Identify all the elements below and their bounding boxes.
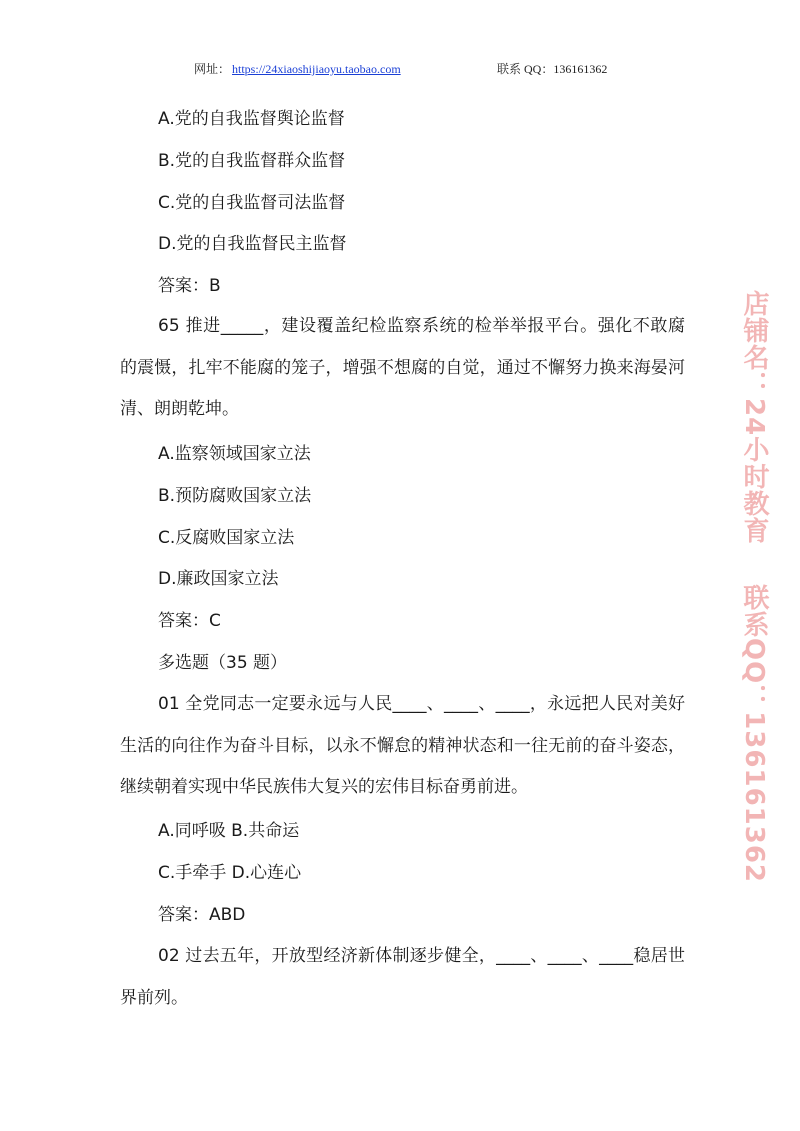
q65-option-c: C.反腐败国家立法 — [158, 528, 295, 548]
shop-url-link[interactable]: https://24xiaoshijiaoyu.taobao.com — [232, 62, 401, 76]
shop-watermark — [733, 290, 773, 884]
m02-question: 02 过去五年，开放型经济新体制逐步健全，____、____、____稳居世界前列。 — [120, 946, 685, 1008]
q64-option-a: A.党的自我监督舆论监督 — [158, 109, 345, 129]
site-address — [194, 60, 401, 77]
m01-options-ab: A.同呼吸 B.共命运 — [158, 821, 300, 841]
site-label-text: 网址： — [194, 62, 231, 76]
m01-question: 01 全党同志一定要永远与人民____、____、____，永远把人民对美好生活的向往作为奋斗目标，以永不懈怠的精神状态和一往无前的奋斗姿态，继续朝着实现中华民族伟大复兴的宏伟目标奋勇前进。 — [120, 694, 685, 797]
q64-option-c: C.党的自我监督司法监督 — [158, 193, 346, 213]
q65-question: 65 推进_____，建设覆盖纪检监察系统的检举举报平台。强化不敢腐的震慑，扎牢不能腐的笼子，增强不想腐的自觉，通过不懈努力换来海晏河清、朗朗乾坤。 — [120, 316, 685, 419]
watermark-contact-qq: 联系QQ：136161362 — [739, 584, 769, 884]
contact-qq: 联系 QQ：136161362 — [497, 62, 608, 76]
watermark-shop-name: 店铺名：24小时教育 — [739, 290, 769, 545]
m01-options-cd: C.手牵手 D.心连心 — [158, 863, 302, 883]
q64-option-d: D.党的自我监督民主监督 — [158, 234, 347, 254]
q64-option-b: B.党的自我监督群众监督 — [158, 151, 346, 171]
q65-option-b: B.预防腐败国家立法 — [158, 486, 312, 506]
q65-option-d: D.廉政国家立法 — [158, 569, 279, 589]
section-heading: 多选题（35 题） — [158, 653, 288, 673]
q65-option-a: A.监察领域国家立法 — [158, 444, 311, 464]
q65-answer: 答案：C — [158, 611, 221, 631]
page-header — [0, 58, 800, 78]
q64-answer: 答案：B — [158, 276, 221, 296]
m01-answer: 答案：ABD — [158, 905, 246, 925]
